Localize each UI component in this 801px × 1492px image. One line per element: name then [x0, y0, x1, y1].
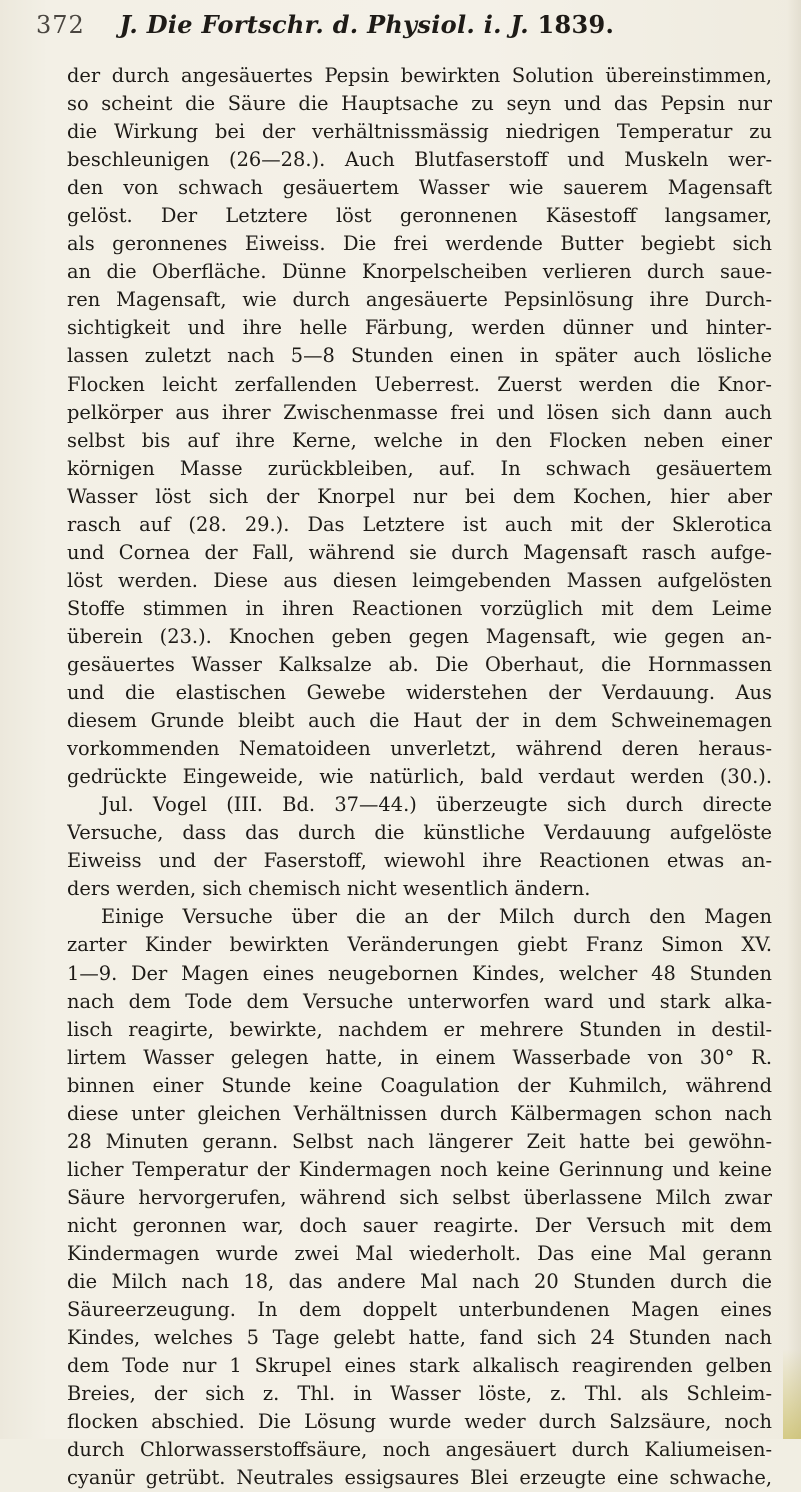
running-title-text: J. Die Fortschr. d. Physiol. i. J. — [119, 10, 529, 39]
running-title-year: 1839. — [537, 10, 615, 39]
text-line: und Cornea der Fall, während sie durch Magensaft rasch aufge- — [67, 540, 772, 564]
text-line: 28 Minuten gerann. Selbst nach längerer Zeit hatte bei gewöhn- — [67, 1129, 772, 1153]
text-line: löst werden. Diese aus diesen leimgebenden Massen aufgelösten — [67, 568, 772, 592]
text-line: und die elastischen Gewebe widerstehen der Verdauung. Aus — [67, 681, 772, 705]
text-line: lirtem Wasser gelegen hatte, in einem Wasserbade von 30° R. — [67, 1045, 772, 1069]
text-line: Kindes, welches 5 Tage gelebt hatte, fand sich 24 Stunden nach — [67, 1326, 772, 1350]
text-line: pelkörper aus ihrer Zwischenmasse frei und lösen sich dann auch — [67, 400, 772, 424]
text-line: flocken abschied. Die Lösung wurde weder durch Salzsäure, noch — [67, 1410, 772, 1434]
page-header — [36, 8, 615, 42]
body-text — [67, 62, 772, 1492]
text-line: nicht geronnen war, doch sauer reagirte. Der Versuch mit dem — [67, 1213, 772, 1237]
text-line: vorkommenden Nematoideen unverletzt, während deren heraus- — [67, 737, 772, 761]
text-line: zarter Kinder bewirkten Veränderungen giebt Franz Simon XV. — [67, 933, 772, 957]
text-line: die Milch nach 18, das andere Mal nach 20 Stunden durch die — [67, 1270, 772, 1294]
text-line: so scheint die Säure die Hauptsache zu seyn und das Pepsin nur — [67, 92, 772, 116]
text-line: cyanür getrübt. Neutrales essigsaures Blei erzeugte eine schwache, — [67, 1466, 772, 1490]
text-line: gedrückte Eingeweide, wie natürlich, bald verdaut werden (30.). — [67, 765, 772, 789]
text-line: Eiweiss und der Faserstoff, wiewohl ihre Reactionen etwas an- — [67, 849, 772, 873]
text-line: Flocken leicht zerfallenden Ueberrest. Zuerst werden die Knor- — [67, 372, 772, 396]
text-line: gesäuertes Wasser Kalksalze ab. Die Oberhaut, die Hornmassen — [67, 652, 772, 676]
text-line: Säureerzeugung. In dem doppelt unterbundenen Magen eines — [67, 1298, 772, 1322]
text-line: selbst bis auf ihre Kerne, welche in den Flocken neben einer — [67, 428, 772, 452]
running-title — [120, 8, 615, 42]
text-line: überein (23.). Knochen geben gegen Magensaft, wie gegen an- — [67, 624, 772, 648]
page-number: 372 — [36, 11, 85, 39]
text-line: beschleunigen (26—28.). Auch Blutfaserstoff und Muskeln wer- — [67, 148, 772, 172]
page-edge-shadow — [787, 0, 801, 1439]
text-line: lassen zuletzt nach 5—8 Stunden einen in später auch lösliche — [67, 344, 772, 368]
text-line: den von schwach gesäuertem Wasser wie sauerem Magensaft — [67, 176, 772, 200]
text-line: der durch angesäuertes Pepsin bewirkten Solution übereinstimmen, — [67, 64, 772, 87]
text-line: durch Chlorwasserstoffsäure, noch angesäuert durch Kaliumeisen- — [67, 1438, 772, 1462]
text-line: ders werden, sich chemisch nicht wesentlich ändern. — [67, 877, 591, 901]
text-line: diesem Grunde bleibt auch die Haut der in dem Schweinemagen — [67, 709, 772, 733]
text-line: dem Tode nur 1 Skrupel eines stark alkalisch reagirenden gelben — [67, 1354, 772, 1378]
text-line: gelöst. Der Letztere löst geronnenen Käsestoff langsamer, — [67, 204, 772, 228]
text-line: Breies, der sich z. Thl. in Wasser löste, z. Thl. als Schleim- — [67, 1382, 772, 1406]
text-line: binnen einer Stunde keine Coagulation der Kuhmilch, während — [67, 1073, 772, 1097]
text-line: nach dem Tode dem Versuche unterworfen ward und stark alka- — [67, 989, 772, 1013]
text-line: Säure hervorgerufen, während sich selbst überlassene Milch zwar — [67, 1185, 772, 1209]
text-line: licher Temperatur der Kindermagen noch keine Gerinnung und keine — [67, 1157, 772, 1181]
text-line: lisch reagirte, bewirkte, nachdem er mehrere Stunden in destil- — [67, 1017, 772, 1041]
text-line: diese unter gleichen Verhältnissen durch Kälbermagen schon nach — [67, 1101, 772, 1125]
text-line: rasch auf (28. 29.). Das Letztere ist auch mit der Sklerotica — [67, 512, 772, 536]
text-line: ren Magensaft, wie durch angesäuerte Pepsinlösung ihre Durch- — [67, 288, 772, 312]
text-line: Kindermagen wurde zwei Mal wiederholt. Das eine Mal gerann — [67, 1241, 772, 1265]
page-corner-stain — [783, 1349, 801, 1439]
text-line: an die Oberfläche. Dünne Knorpelscheiben verlieren durch saue- — [67, 260, 772, 284]
text-line: Wasser löst sich der Knorpel nur bei dem Kochen, hier aber — [67, 484, 772, 508]
text-line: die Wirkung bei der verhältnissmässig niedrigen Temperatur zu — [67, 120, 772, 144]
text-line: Jul. Vogel (III. Bd. 37—44.) überzeugte sich durch directe — [101, 793, 772, 817]
text-line: Einige Versuche über die an der Milch durch den Magen — [101, 905, 772, 929]
text-line: als geronnenes Eiweiss. Die frei werdende Butter begiebt sich — [67, 232, 772, 256]
text-line: Stoffe stimmen in ihren Reactionen vorzüglich mit dem Leime — [67, 596, 772, 620]
text-line: körnigen Masse zurückbleiben, auf. In schwach gesäuertem — [67, 456, 772, 480]
text-line: sichtigkeit und ihre helle Färbung, werden dünner und hinter- — [67, 316, 772, 340]
text-line: Versuche, dass das durch die künstliche Verdauung aufgelöste — [67, 821, 772, 845]
text-line: 1—9. Der Magen eines neugebornen Kindes, welcher 48 Stunden — [67, 961, 772, 985]
